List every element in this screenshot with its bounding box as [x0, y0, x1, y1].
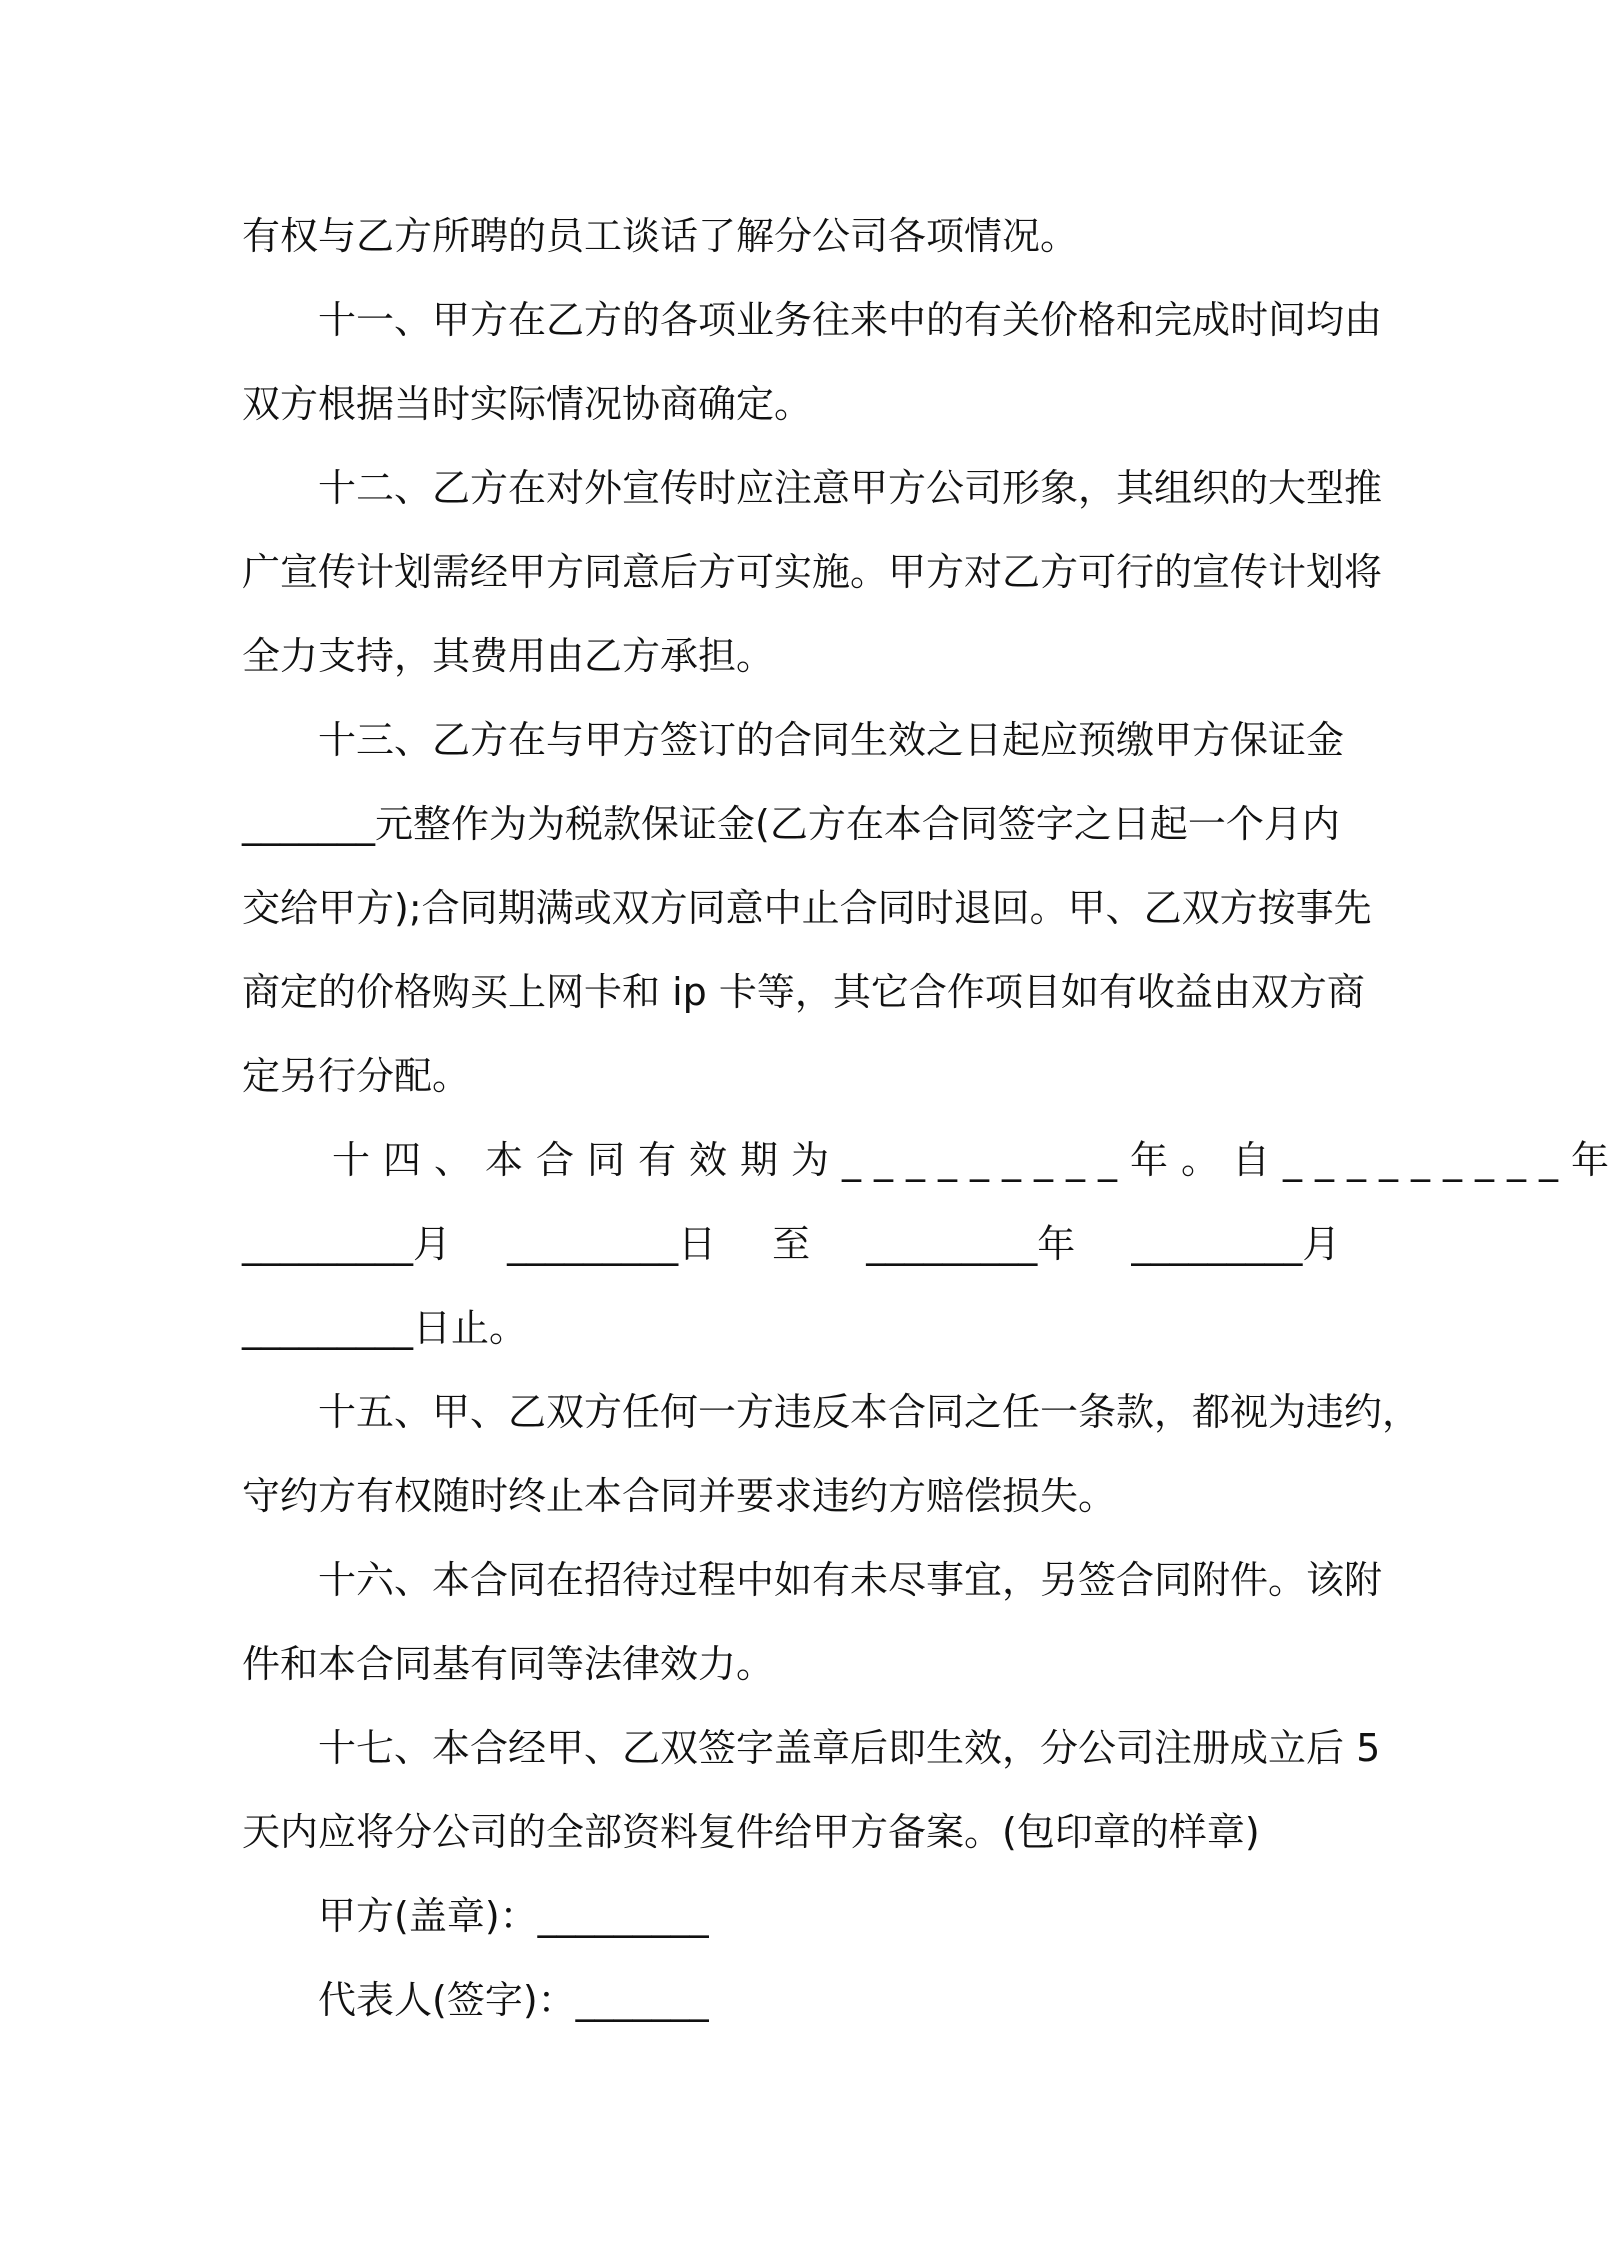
clause-16-line-1: 十六、本合同在招待过程中如有未尽事宜，另签合同附件。该附 [318, 1558, 1383, 1602]
clause-17-line-2: 天内应将分公司的全部资料复件给甲方备案。(包印章的样章) [242, 1810, 1260, 1854]
clause-14-line-3: _________日止。 [242, 1306, 528, 1350]
clause-14-line-2: _________月 _________日 至 _________年 _________月 [242, 1222, 1341, 1266]
contract-body [242, 194, 1622, 2042]
clause-10-continuation: 有权与乙方所聘的员工谈话了解分公司各项情况。 [242, 214, 1079, 258]
clause-15-line-2: 守约方有权随时终止本合同并要求违约方赔偿损失。 [242, 1474, 1117, 1518]
representative-signature-line: 代表人(签字)：_______ [318, 1978, 709, 2022]
clause-16-line-2: 件和本合同基有同等法律效力。 [242, 1642, 775, 1686]
clause-11-line-2: 双方根据当时实际情况协商确定。 [242, 382, 813, 426]
clause-13-line-3: 交给甲方);合同期满或双方同意中止合同时退回。甲、乙双方按事先 [242, 886, 1372, 930]
clause-13-line-1: 十三、乙方在与甲方签订的合同生效之日起应预缴甲方保证金 [318, 718, 1345, 762]
clause-13-line-4: 商定的价格购买上网卡和 ip 卡等，其它合作项目如有收益由双方商 [242, 970, 1365, 1014]
clause-12-line-2: 广宣传计划需经甲方同意后方可实施。甲方对乙方可行的宣传计划将 [242, 550, 1383, 594]
clause-13-line-5: 定另行分配。 [242, 1054, 471, 1098]
clause-14-line-1: 十四、本合同有效期为_________年。自_________年 [332, 1138, 1622, 1182]
clause-13-line-2: _______元整作为为税款保证金(乙方在本合同签字之日起一个月内 [242, 802, 1340, 846]
clause-15-line-1: 十五、甲、乙双方任何一方违反本合同之任一条款，都视为违约， [318, 1390, 1421, 1434]
clause-11-line-1: 十一、甲方在乙方的各项业务往来中的有关价格和完成时间均由 [318, 298, 1383, 342]
clause-12-line-3: 全力支持，其费用由乙方承担。 [242, 634, 775, 678]
party-a-seal-line: 甲方(盖章)：_________ [318, 1894, 709, 1938]
clause-12-line-1: 十二、乙方在对外宣传时应注意甲方公司形象，其组织的大型推 [318, 466, 1383, 510]
clause-17-line-1: 十七、本合经甲、乙双签字盖章后即生效，分公司注册成立后 5 [318, 1726, 1381, 1770]
